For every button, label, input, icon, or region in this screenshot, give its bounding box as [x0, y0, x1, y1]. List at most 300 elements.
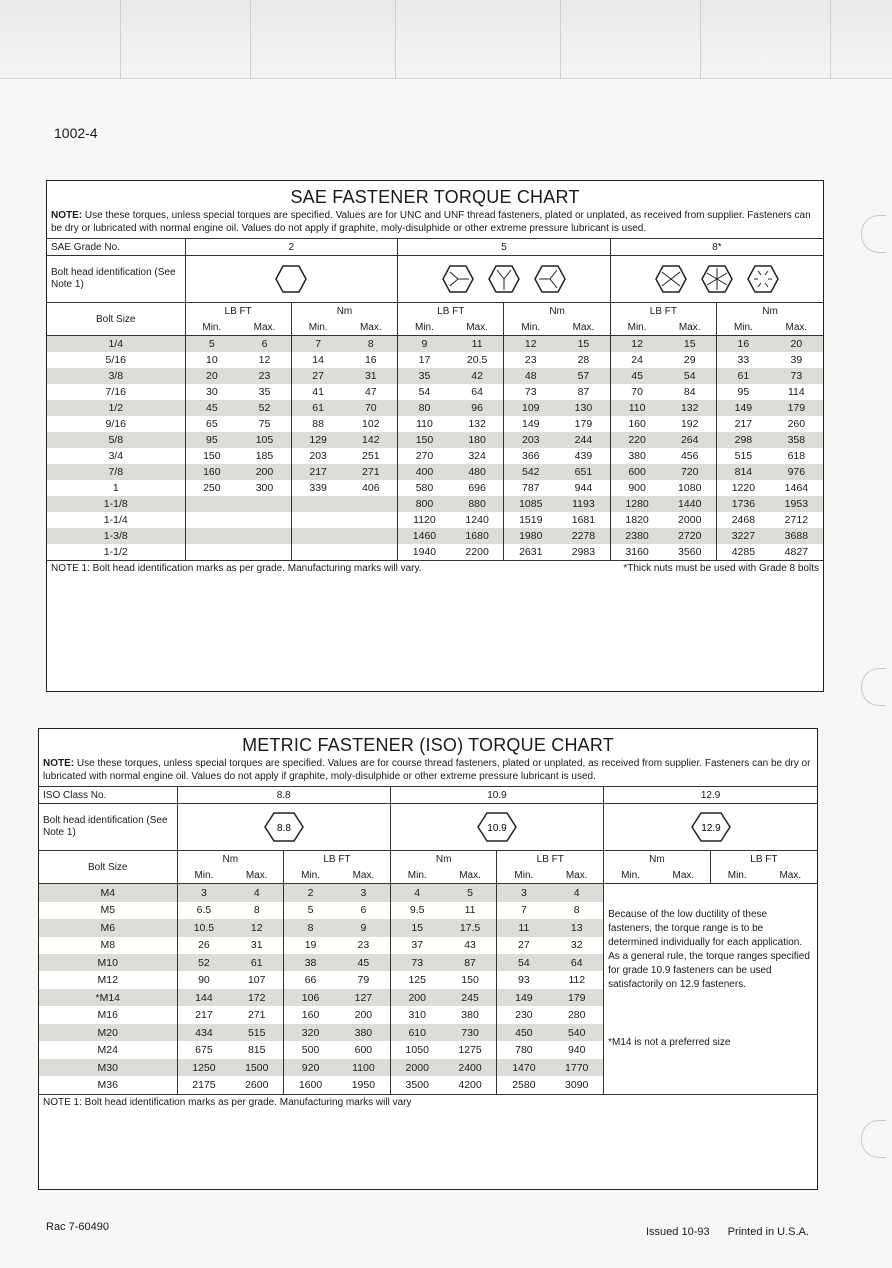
bolt-size: M24 — [97, 1044, 118, 1057]
binder-hole — [861, 1120, 886, 1158]
sae-bolt-head-label: Bolt head identification (See Note 1) — [47, 256, 185, 303]
torque-cell: 400 — [398, 464, 451, 480]
torque-cell: 84 — [683, 386, 696, 398]
metric-note-text: Use these torques, unless special torques are specified. Values are for course thread fasteners, plated or unplated, as received from supplier. Fasteners can be dry or lubricated with normal engine oil. Values do not apply if graphite, moly-disulphide or other extreme pressure lubricant is used. — [43, 758, 811, 782]
grade5-head-icon-c — [533, 264, 567, 294]
torque-cell — [185, 496, 238, 512]
torque-cell: 696 — [468, 482, 486, 494]
class-8-8-mark: 8.8 — [276, 823, 291, 834]
sae-chart-title: SAE FASTENER TORQUE CHART — [290, 187, 580, 207]
torque-cell — [185, 512, 238, 528]
torque-cell: 15 — [663, 336, 716, 353]
bolt-size: M12 — [97, 974, 118, 987]
torque-cell — [291, 496, 344, 512]
torque-cell — [291, 544, 344, 560]
torque-cell: 1250 — [177, 1059, 230, 1076]
torque-cell: 800 — [398, 496, 451, 512]
torque-cell: 35 — [258, 386, 271, 398]
torque-cell: 45 — [610, 368, 663, 384]
torque-cell: 6 — [238, 336, 291, 353]
class-12-9-head-icon — [604, 804, 817, 851]
table-row — [47, 336, 823, 353]
max-header: Max. — [770, 319, 823, 336]
torque-cell: 230 — [497, 1006, 550, 1023]
m109-lbft: LB FT — [497, 851, 604, 868]
torque-cell — [291, 528, 344, 544]
torque-cell: 12 — [258, 354, 271, 366]
metric-footnote — [39, 1094, 817, 1110]
torque-cell: 3227 — [717, 528, 770, 544]
torque-cell — [185, 544, 238, 560]
torque-cell: 93 — [497, 971, 550, 988]
torque-cell: 2380 — [610, 528, 663, 544]
torque-cell: 110 — [398, 416, 451, 432]
torque-cell: 675 — [177, 1041, 230, 1058]
torque-cell: 610 — [390, 1024, 443, 1041]
torque-cell: 179 — [550, 989, 603, 1006]
torque-cell: 10 — [185, 352, 238, 368]
torque-cell: 380 — [610, 448, 663, 464]
torque-cell: 515 — [230, 1024, 283, 1041]
torque-cell: 1470 — [497, 1059, 550, 1076]
torque-cell: 79 — [357, 974, 370, 987]
torque-cell: 1600 — [284, 1076, 337, 1094]
torque-cell: 3500 — [390, 1076, 443, 1094]
torque-cell: 95 — [185, 432, 238, 448]
grade8-head-icon-a — [654, 264, 688, 294]
torque-cell: 720 — [663, 464, 716, 480]
torque-cell: 300 — [255, 482, 274, 494]
sae-g5-lbft: LB FT — [398, 303, 504, 320]
max-header: Max. — [230, 867, 283, 884]
torque-cell: 2631 — [504, 544, 557, 560]
torque-cell: 130 — [557, 400, 610, 416]
m88-nm: Nm — [177, 851, 284, 868]
torque-cell: 27 — [291, 368, 344, 384]
torque-cell: 220 — [610, 432, 663, 448]
torque-cell: 27 — [497, 937, 550, 954]
torque-cell: 2600 — [245, 1079, 269, 1092]
bolt-size: 1-3/8 — [47, 528, 185, 544]
torque-cell: 70 — [610, 384, 663, 400]
min-header: Min. — [497, 867, 550, 884]
sae-note-text: Use these torques, unless special torques are specified. Values are for UNC and UNF thread fasteners, plated or unplated, as received from supplier. Fasteners can be dry or lubricated with normal engine oil. Values do not apply if graphite, moly-disulphide or other extreme pressure lubricant is used. — [51, 210, 811, 234]
torque-cell: 2400 — [444, 1059, 497, 1076]
torque-cell: 3 — [337, 884, 390, 902]
torque-cell: 4827 — [784, 546, 809, 558]
bolt-size: 5/16 — [105, 354, 126, 366]
torque-cell: 73 — [504, 384, 557, 400]
torque-cell: 944 — [574, 482, 593, 494]
torque-cell: 1085 — [504, 496, 557, 512]
torque-cell — [185, 528, 238, 544]
torque-cell: 149 — [504, 416, 557, 432]
sae-g8-lbft: LB FT — [610, 303, 716, 320]
torque-cell: 1464 — [784, 482, 809, 494]
metric-class-10-9: 10.9 — [390, 787, 603, 804]
torque-cell — [344, 512, 397, 528]
torque-cell: 17 — [398, 352, 451, 368]
min-header: Min. — [610, 319, 663, 336]
class-12-9-mark: 12.9 — [700, 823, 721, 834]
torque-cell: 1950 — [351, 1079, 376, 1092]
torque-cell: 73 — [770, 368, 823, 384]
bolt-size: M16 — [97, 1009, 118, 1022]
torque-cell: 4 — [550, 884, 603, 902]
metric-bolt-head-label: Bolt head identification (See Note 1) — [39, 804, 177, 851]
torque-cell: 244 — [557, 432, 610, 448]
sae-footnote-right: *Thick nuts must be used with Grade 8 bolts — [623, 563, 819, 574]
bolt-size: M5 — [100, 904, 116, 917]
torque-cell: 1050 — [390, 1041, 443, 1058]
bolt-size: 9/16 — [105, 418, 126, 430]
torque-cell: 1240 — [465, 514, 489, 526]
torque-cell: 8 — [253, 904, 260, 917]
bolt-size: 1/2 — [47, 400, 185, 416]
torque-cell: 12 — [610, 336, 663, 353]
torque-cell: 1275 — [458, 1044, 482, 1057]
table-row — [47, 464, 823, 480]
torque-cell: 110 — [610, 400, 663, 416]
table-row — [47, 416, 823, 432]
metric-torque-chart — [38, 728, 818, 1190]
torque-cell: 61 — [230, 954, 283, 971]
torque-cell: 57 — [557, 368, 610, 384]
torque-cell: 6 — [360, 904, 367, 917]
torque-cell: 203 — [291, 448, 344, 464]
torque-cell: 3090 — [565, 1079, 589, 1092]
sae-torque-chart — [46, 180, 824, 692]
torque-cell: 160 — [185, 464, 238, 480]
torque-cell: 6.5 — [177, 902, 230, 919]
torque-cell: 150 — [398, 432, 451, 448]
max-header: Max. — [663, 319, 716, 336]
table-row — [47, 352, 823, 368]
m129-lbft: LB FT — [710, 851, 817, 868]
torque-cell: 4200 — [458, 1079, 482, 1092]
torque-cell: 1519 — [504, 512, 557, 528]
torque-cell: 271 — [247, 1009, 266, 1022]
torque-cell: 7 — [497, 902, 550, 919]
torque-cell — [238, 512, 291, 528]
torque-cell: 2720 — [663, 528, 716, 544]
torque-cell: 64 — [550, 954, 603, 971]
torque-cell: 600 — [610, 464, 663, 480]
torque-cell: 15 — [390, 919, 443, 936]
m129-nm: Nm — [604, 851, 711, 868]
bolt-size: M36 — [97, 1079, 118, 1092]
table-row — [47, 432, 823, 448]
torque-cell: 450 — [497, 1024, 550, 1041]
table-row — [47, 480, 823, 496]
torque-cell: 1940 — [398, 544, 451, 560]
torque-cell: 730 — [444, 1024, 497, 1041]
torque-cell: 149 — [717, 400, 770, 416]
torque-cell — [344, 528, 397, 544]
torque-cell: 940 — [567, 1044, 586, 1057]
torque-cell: 132 — [468, 418, 486, 430]
min-header: Min. — [177, 867, 230, 884]
sae-g5-nm: Nm — [504, 303, 610, 320]
max-header: Max. — [238, 319, 291, 336]
torque-cell: 149 — [497, 989, 550, 1006]
sae-g2-nm: Nm — [291, 303, 397, 320]
sae-note — [47, 210, 823, 238]
torque-cell: 260 — [787, 418, 806, 430]
torque-cell: 4 — [230, 884, 283, 902]
torque-cell: 324 — [468, 450, 486, 462]
torque-cell: 132 — [663, 400, 716, 416]
class-10-9-mark: 10.9 — [487, 823, 507, 834]
note-label: NOTE: — [51, 210, 83, 221]
torque-cell: 192 — [680, 418, 699, 430]
torque-cell: 31 — [344, 368, 397, 384]
torque-cell: 1120 — [398, 512, 451, 528]
grade5-head-icon-a — [441, 264, 475, 294]
torque-cell: 13 — [550, 919, 603, 936]
torque-cell — [344, 544, 397, 560]
torque-cell: 23 — [357, 939, 370, 952]
torque-cell: 20.5 — [466, 354, 488, 366]
torque-cell: 70 — [344, 400, 397, 416]
min-header: Min. — [185, 319, 238, 336]
bolt-size: 1-1/2 — [103, 546, 128, 558]
torque-cell: 2468 — [717, 512, 770, 528]
torque-cell: 42 — [451, 368, 504, 384]
torque-cell: 23 — [504, 352, 557, 368]
torque-cell — [238, 496, 291, 512]
torque-cell: 542 — [504, 464, 557, 480]
torque-cell: 2200 — [465, 546, 489, 558]
torque-cell: 75 — [258, 418, 271, 430]
torque-cell: 358 — [770, 432, 823, 448]
bolt-size: M4 — [39, 884, 177, 902]
torque-cell: 96 — [451, 400, 504, 416]
bolt-size: 3/4 — [108, 450, 124, 462]
torque-cell: 580 — [398, 480, 451, 496]
issued: Issued 10-93 — [646, 1226, 710, 1238]
min-header: Min. — [717, 319, 770, 336]
metric-footnote-text: NOTE 1: Bolt head identification marks as per grade. Manufacturing marks will vary — [43, 1097, 412, 1108]
torque-cell: 1280 — [610, 496, 663, 512]
torque-cell: 406 — [362, 482, 380, 494]
torque-cell: 651 — [557, 464, 610, 480]
torque-cell: 540 — [550, 1024, 603, 1041]
torque-cell: 480 — [451, 464, 504, 480]
torque-cell: 814 — [717, 464, 770, 480]
class-10-9-head-icon — [390, 804, 603, 851]
scan-top-band — [0, 0, 892, 79]
torque-cell: 976 — [770, 464, 823, 480]
torque-cell: 26 — [177, 937, 230, 954]
torque-cell: 11 — [497, 919, 550, 936]
grade8-head-icon-b — [700, 264, 734, 294]
torque-cell: 310 — [390, 1006, 443, 1023]
torque-cell: 32 — [570, 939, 583, 952]
torque-cell: 2278 — [557, 528, 610, 544]
min-header: Min. — [284, 867, 337, 884]
torque-cell: 250 — [185, 480, 238, 496]
max-header: Max. — [344, 319, 397, 336]
min-header: Min. — [390, 867, 443, 884]
torque-cell: 45 — [337, 954, 390, 971]
torque-cell: 3560 — [678, 546, 702, 558]
torque-cell: 200 — [390, 989, 443, 1006]
torque-cell: 1440 — [663, 496, 716, 512]
torque-cell: 2712 — [784, 514, 809, 526]
torque-cell: 780 — [497, 1041, 550, 1058]
torque-cell: 73 — [390, 954, 443, 971]
metric-class-8-8: 8.8 — [177, 787, 390, 804]
grade8-head-icons — [610, 256, 823, 303]
torque-cell: 87 — [444, 954, 497, 971]
torque-cell: 1193 — [557, 496, 610, 512]
torque-cell: 271 — [344, 464, 397, 480]
torque-cell: 8 — [573, 904, 580, 917]
torque-cell: 1953 — [770, 496, 823, 512]
note-label: NOTE: — [43, 758, 75, 769]
torque-cell: 9.5 — [390, 902, 443, 919]
torque-cell: 16 — [364, 354, 377, 366]
sae-grade-8: 8* — [610, 239, 823, 256]
torque-cell: 3160 — [610, 544, 663, 560]
torque-cell: 125 — [390, 971, 443, 988]
bolt-size: M8 — [100, 939, 116, 952]
torque-cell: 1100 — [337, 1059, 390, 1076]
sae-footnote — [47, 560, 823, 576]
torque-cell: 1080 — [678, 482, 702, 494]
table-row — [47, 368, 823, 384]
max-header: Max. — [451, 319, 504, 336]
torque-cell: 434 — [177, 1024, 230, 1041]
torque-cell — [238, 528, 291, 544]
torque-cell: 11 — [451, 336, 504, 353]
torque-cell: 380 — [461, 1009, 479, 1022]
page-number: 1002-4 — [54, 125, 98, 141]
torque-cell: 52 — [177, 954, 230, 971]
torque-cell: 20 — [185, 368, 238, 384]
torque-cell: 102 — [362, 418, 380, 430]
torque-cell: 7 — [291, 336, 344, 353]
torque-cell: 1460 — [398, 528, 451, 544]
torque-cell: 3 — [177, 884, 230, 902]
torque-cell: 12 — [230, 919, 283, 936]
torque-cell: 33 — [717, 352, 770, 368]
torque-cell: 87 — [577, 386, 590, 398]
bolt-size: M30 — [39, 1059, 177, 1076]
torque-cell: 245 — [444, 989, 497, 1006]
table-row — [47, 528, 823, 544]
torque-cell: 200 — [354, 1009, 373, 1022]
table-row — [47, 544, 823, 560]
torque-cell: 1220 — [717, 480, 770, 496]
torque-cell: 8 — [344, 336, 397, 353]
torque-cell: 20 — [770, 336, 823, 353]
torque-cell: 150 — [461, 974, 479, 987]
bolt-size: 5/8 — [47, 432, 185, 448]
torque-cell: 172 — [230, 989, 283, 1006]
torque-cell: 19 — [284, 937, 337, 954]
sae-g8-nm: Nm — [717, 303, 823, 320]
torque-cell: 12 — [504, 336, 557, 353]
table-row — [47, 400, 823, 416]
torque-cell: 5 — [185, 336, 238, 353]
grade8-head-icon-c — [746, 264, 780, 294]
torque-cell: 61 — [717, 368, 770, 384]
grade5-head-icons — [398, 256, 611, 303]
torque-cell: 600 — [354, 1044, 373, 1057]
torque-cell: 90 — [177, 971, 230, 988]
torque-cell: 2000 — [678, 514, 702, 526]
sae-grade-label: SAE Grade No. — [47, 239, 185, 256]
torque-cell: 2000 — [390, 1059, 443, 1076]
m88-lbft: LB FT — [284, 851, 391, 868]
torque-cell: 52 — [238, 400, 291, 416]
bolt-size: 7/8 — [47, 464, 185, 480]
max-header: Max. — [444, 867, 497, 884]
torque-cell: 217 — [177, 1006, 230, 1023]
torque-cell: 30 — [185, 384, 238, 400]
torque-cell: 251 — [362, 450, 380, 462]
torque-cell: 144 — [177, 989, 230, 1006]
torque-cell: 160 — [610, 416, 663, 432]
m14-note: *M14 is not a preferred size — [608, 1037, 731, 1048]
torque-cell: 2580 — [497, 1076, 550, 1094]
sae-footnote-left: NOTE 1: Bolt head identification marks as per grade. Manufacturing marks will vary. — [51, 563, 422, 574]
torque-cell: 4 — [390, 884, 443, 902]
torque-cell: 2 — [284, 884, 337, 902]
torque-cell: 270 — [398, 448, 451, 464]
bolt-size: M6 — [39, 919, 177, 936]
m109-nm: Nm — [390, 851, 497, 868]
torque-cell: 1820 — [610, 512, 663, 528]
max-header: Max. — [764, 867, 817, 884]
torque-cell: 815 — [247, 1044, 266, 1057]
torque-cell: 3 — [497, 884, 550, 902]
class-8-8-head-icon — [177, 804, 390, 851]
torque-cell: 264 — [663, 432, 716, 448]
metric-table — [39, 786, 817, 1094]
torque-cell: 217 — [291, 464, 344, 480]
torque-cell: 24 — [610, 352, 663, 368]
torque-cell — [344, 496, 397, 512]
torque-cell: 1980 — [504, 528, 557, 544]
torque-cell: 109 — [504, 400, 557, 416]
torque-cell: 127 — [337, 989, 390, 1006]
torque-cell: 105 — [238, 432, 291, 448]
torque-cell: 54 — [663, 368, 716, 384]
sae-table — [47, 238, 823, 560]
max-header: Max. — [557, 319, 610, 336]
binder-hole — [861, 668, 886, 706]
torque-cell: 47 — [364, 386, 377, 398]
torque-cell: 339 — [291, 480, 344, 496]
table-row — [47, 384, 823, 400]
explanation-text: Because of the low ductility of these fasteners, the torque range is to be determined individually for each application. As a general rule, the torque ranges specified for grade 10.9 fasteners can be used satisfactorily on 12.9 fasteners. — [608, 909, 810, 990]
torque-cell: 3688 — [770, 528, 823, 544]
torque-cell: 160 — [284, 1006, 337, 1023]
torque-cell: 107 — [247, 974, 266, 987]
table-row — [47, 512, 823, 528]
max-header: Max. — [337, 867, 390, 884]
torque-cell: 1680 — [451, 528, 504, 544]
torque-cell: 28 — [577, 354, 590, 366]
bolt-size: 7/16 — [105, 386, 126, 398]
torque-cell: 179 — [770, 400, 823, 416]
torque-cell: 8 — [284, 919, 337, 936]
torque-cell: 48 — [504, 368, 557, 384]
torque-cell: 515 — [717, 448, 770, 464]
